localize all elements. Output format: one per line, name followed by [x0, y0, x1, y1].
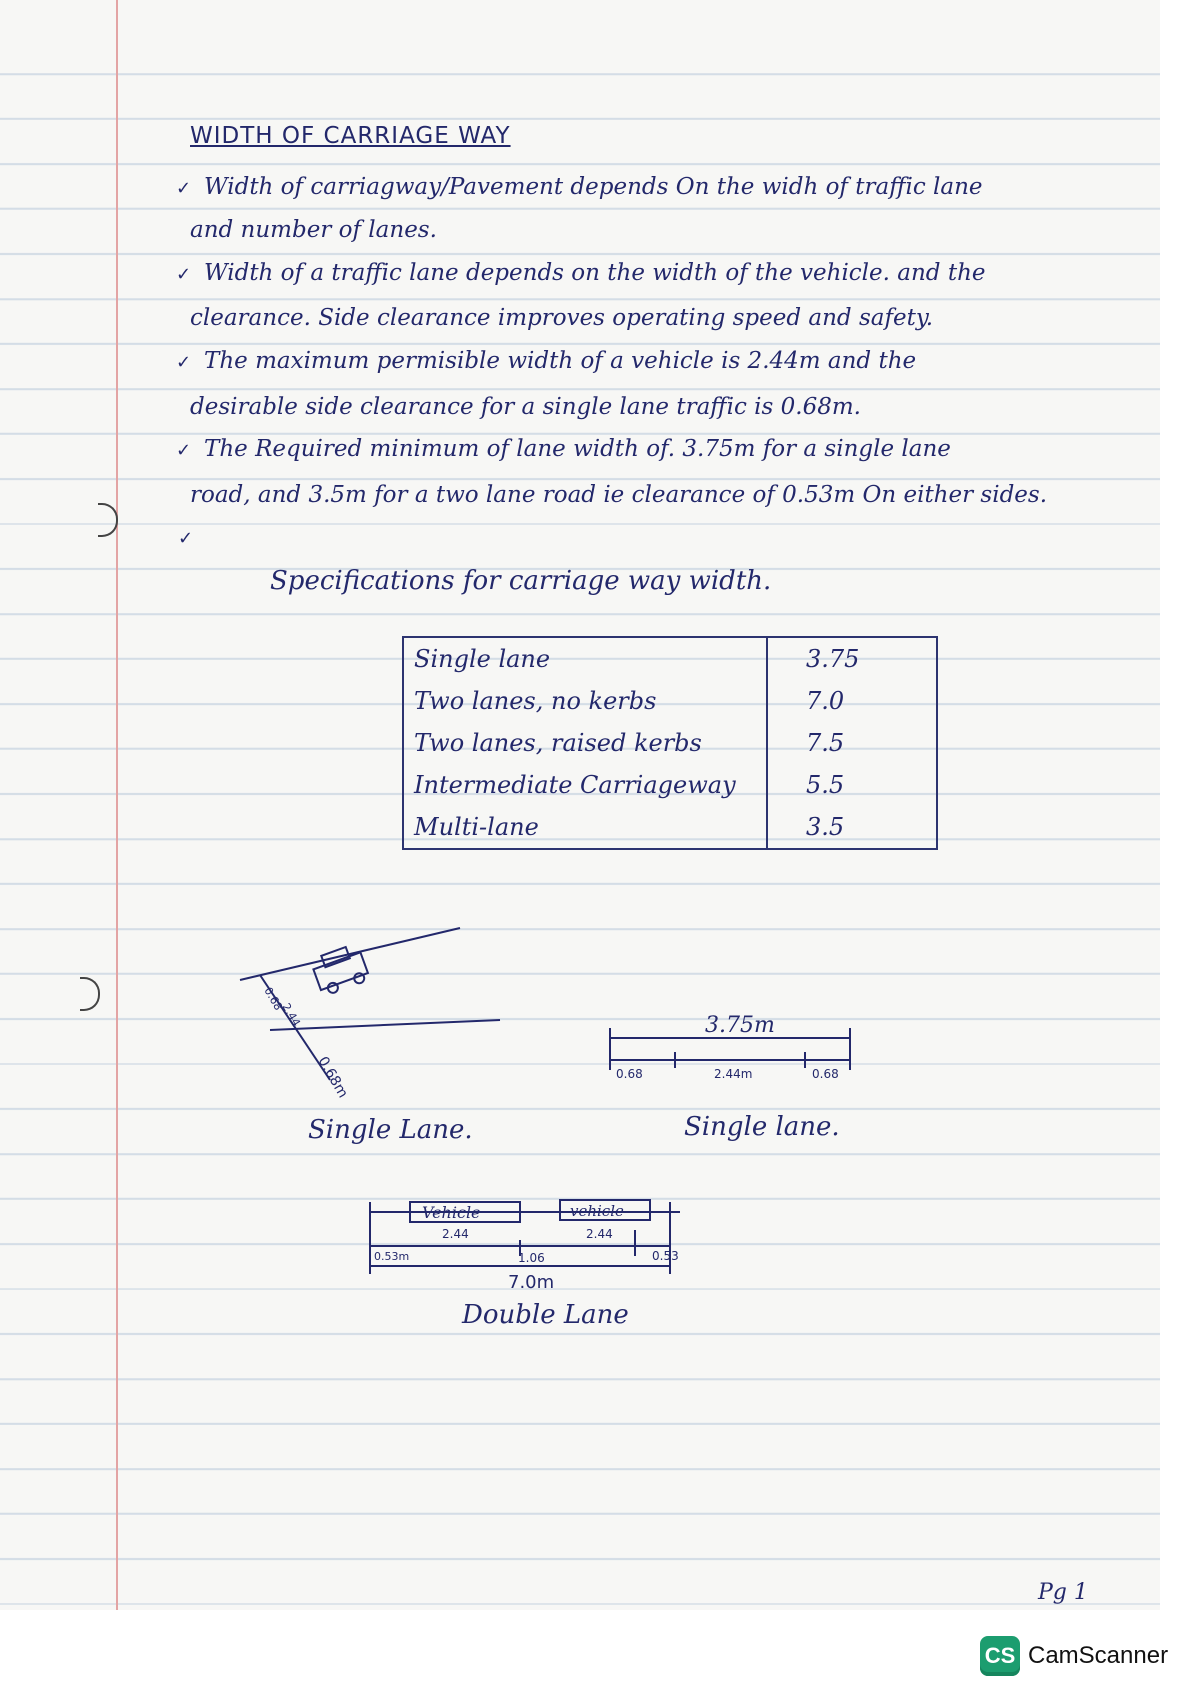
spec-table [402, 636, 938, 850]
dim-label: 0.68m [314, 1054, 351, 1101]
dim-label: 0.68 [261, 985, 285, 1013]
dim-label: 2.44 [442, 1227, 469, 1241]
bullet-4-line-2: road, and 3.5m for a two lane road ie clearance of 0.53m On either sides. [190, 482, 1048, 508]
dim-label: 0.68 [616, 1067, 643, 1081]
dim-label: 2.44 [586, 1227, 613, 1241]
table-cell-value: 3.5 [767, 806, 937, 849]
bullet-4-line-1: The Required minimum of lane width of. 3.75m for a single lane [204, 436, 951, 462]
margin-line [116, 0, 118, 1610]
table-cell-value: 3.75 [767, 637, 937, 680]
total-width-label: 3.75m [705, 1013, 775, 1038]
check-mark-icon: ✓ [176, 264, 192, 285]
table-cell-label: Two lanes, no kerbs [403, 680, 767, 722]
road-edge-line [270, 1020, 500, 1030]
bullet-1-line-2: and number of lanes. [190, 217, 437, 243]
vehicle-label: Vehicle [422, 1203, 481, 1222]
dim-label: 0.53 [652, 1249, 679, 1263]
page-title: WIDTH OF CARRIAGE WAY [190, 123, 511, 149]
dim-label: 2.44 [279, 1001, 303, 1029]
camscanner-name: CamScanner [1028, 1642, 1169, 1669]
dim-label: 0.68 [812, 1067, 839, 1081]
page-number: Pg 1 [1038, 1580, 1088, 1605]
single-lane-dimension-sketch [600, 1010, 860, 1090]
single-lane-left-label: Single Lane. [308, 1115, 473, 1145]
dim-label: 1.06 [518, 1251, 545, 1265]
single-lane-right-label: Single lane. [684, 1112, 840, 1142]
check-mark-icon: ✓ [176, 352, 192, 373]
vehicle-label: vehicle [570, 1202, 624, 1220]
dim-label: 2.44m [714, 1067, 753, 1081]
table-cell-label: Intermediate Carriageway [403, 764, 767, 806]
bullet-2-line-1: Width of a traffic lane depends on the width of the vehicle. and the [204, 260, 986, 286]
camscanner-logo-icon: CS [980, 1636, 1020, 1676]
table-cell-value: 7.0 [767, 680, 937, 722]
double-lane-sketch [360, 1190, 700, 1300]
table-cell-label: Single lane [403, 637, 767, 680]
table-row [403, 806, 937, 849]
table-row [403, 680, 937, 722]
bullet-1-line-1: Width of carriagway/Pavement depends On the widh of traffic lane [204, 174, 983, 200]
table-cell-value: 7.5 [767, 722, 937, 764]
bullet-3-line-1: The maximum permisible width of a vehicle is 2.44m and the [204, 348, 917, 374]
bullet-3-line-2: desirable side clearance for a single lane traffic is 0.68m. [190, 394, 861, 420]
table-cell-label: Two lanes, raised kerbs [403, 722, 767, 764]
camscanner-watermark [980, 1636, 1168, 1676]
road-edge-line [240, 928, 460, 980]
check-mark-icon: ✓ [176, 440, 192, 461]
check-mark-icon: ✓ [176, 178, 192, 199]
table-row [403, 637, 937, 680]
table-row [403, 722, 937, 764]
total-width-label: 7.0m [508, 1272, 555, 1293]
check-mark-icon: ✓ [178, 528, 194, 549]
spec-heading: Specifications for carriage way width. [270, 566, 772, 596]
page-edge [1160, 0, 1200, 1698]
table-cell-value: 5.5 [767, 764, 937, 806]
dim-label: 0.53m [374, 1250, 410, 1263]
single-lane-sketch [230, 920, 530, 1120]
double-lane-label: Double Lane [462, 1300, 629, 1330]
table-row [403, 764, 937, 806]
bullet-2-line-2: clearance. Side clearance improves operating speed and safety. [190, 305, 934, 331]
table-cell-label: Multi-lane [403, 806, 767, 849]
